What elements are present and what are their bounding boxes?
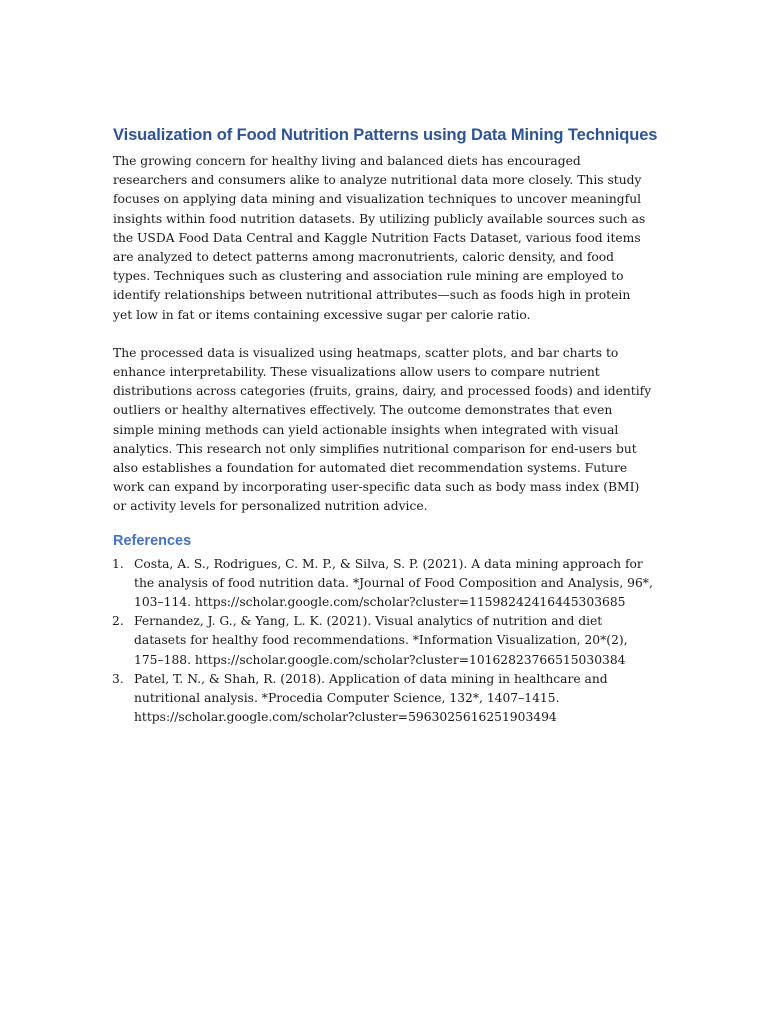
reference-number: 2.: [112, 614, 124, 629]
references-list: [113, 555, 653, 728]
reference-item-2: [113, 612, 653, 670]
reference-number: 1.: [112, 556, 124, 571]
reference-item-1: [113, 555, 653, 613]
reference-text: Fernandez, J. G., & Yang, L. K. (2021). Visual analytics of nutrition and diet datasets for healthy food recommendations. *Information Visualization, 20*(2), 175–188. https://scholar.google.com/scholar?cluster=10162823766515030384: [134, 614, 628, 667]
reference-text: Costa, A. S., Rodrigues, C. M. P., & Silva, S. P. (2021). A data mining approach for the analysis of food nutrition data. *Journal of Food Composition and Analysis, 96*, 103–114. https://scholar.google.com/scholar?cluster=11598242416445303685: [134, 556, 653, 610]
references-heading: References: [113, 532, 192, 549]
abstract-paragraph-2: The processed data is visualized using heatmaps, scatter plots, and bar charts to enhance interpretability. These visualizations allow users to compare nutrient distributions across categories (fruits, grains, dairy, and processed foods) and identify outliers or healthy alternatives effectively. The outcome demonstrates that even simple mining methods can yield actionable insights when integrated with visual analytics. This research not only simplifies nutritional comparison for end-users but also establishes a foundation for automated diet recommendation systems. Future work can expand by incorporating user-specific data such as body mass index (BMI) or activity levels for personalized nutrition advice.: [113, 345, 652, 514]
reference-text: Patel, T. N., & Shah, R. (2018). Application of data mining in healthcare and nutritional analysis. *Procedia Computer Science, 132*, 1407–1415. https://scholar.google.com/scholar?cluster=5963025616251903494: [134, 671, 608, 725]
document-title: Visualization of Food Nutrition Patterns using Data Mining Techniques: [113, 126, 658, 144]
abstract-paragraph-1: The growing concern for healthy living and balanced diets has encouraged researchers and consumers alike to analyze nutritional data more closely. This study focuses on applying data mining and visualization techniques to uncover meaningful insights within food nutrition datasets. By utilizing publicly available sources such as the USDA Food Data Central and Kaggle Nutrition Facts Dataset, various food items are analyzed to detect patterns among macronutrients, caloric density, and food types. Techniques such as clustering and association rule mining are employed to identify relationships between nutritional attributes—such as foods high in protein yet low in fat or items containing excessive sugar per calorie ratio.: [113, 154, 646, 322]
document-body: [112, 124, 658, 727]
reference-number: 3.: [112, 671, 124, 686]
reference-item-3: [113, 670, 653, 728]
